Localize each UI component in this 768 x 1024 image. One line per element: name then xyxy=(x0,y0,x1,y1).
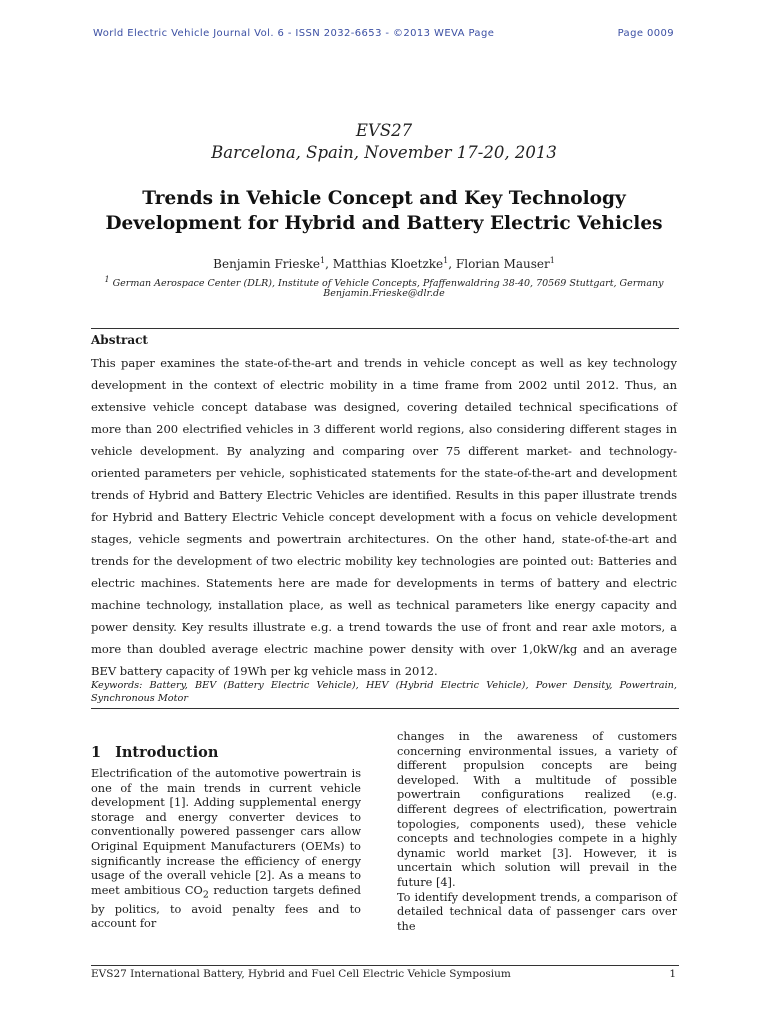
section-heading: 1 Introduction xyxy=(91,744,219,761)
footer-rule xyxy=(91,965,679,966)
paper-title-line-2: Development for Hybrid and Battery Electric Vehicles xyxy=(105,213,663,234)
author-list xyxy=(0,256,768,271)
affiliation: $^1$ German Aerospace Center (DLR), Institute of Vehicle Concepts, Pfaffenwaldring 38-40, 70569 Stuttgart, Germany xyxy=(104,275,664,290)
author-email: Benjamin.Frieske@dlr.de xyxy=(323,288,445,299)
intro-right-column xyxy=(397,730,677,934)
intro-left-column: Electrification of the automotive powertrain is one of the main trends in current vehicle development [1]. Adding supplemental energy storage and energy converter devices to conventionally powered passenger cars allow Original Equipment Manufacturers (OEMs) to significantly increase the efficiency of energy usage of the overall vehicle [2]. As a means to meet ambitious $CO_2$ reduction targets defined by politics, to avoid penalty fees and to account for xyxy=(91,767,362,931)
abstract-body: This paper examines the state-of-the-art and trends in vehicle concept as well as key technology development in the context of electric mobility in a time frame from 2002 until 2012. Thus, an extensive vehicle concept database was designed, covering detailed technical specifications of more than 200 electrified vehicles in 3 different world regions, also considering different stages in vehicle development. By analyzing and comparing over 75 different market- and technology-oriented parameters per vehicle, sophisticated statements for the state-of-the-art and development trends of Hybrid and Battery Electric Vehicles are identified. Results in this paper illustrate trends for Hybrid and Battery Electric Vehicle concept development with a focus on vehicle development stages, vehicle segments and powertrain architectures. On the other hand, state-of-the-art and trends for the development of two electric mobility key technologies are pointed out: Batteries and electric machines. Statements here are made for developments in terms of battery and electric machine technology, installation place, as well as technical parameters like energy capacity and power density. Key results illustrate e.g. a trend towards the use of front and rear axle motors, a more than doubled average electric machine power density with over 1,0kW/kg and an average BEV battery capacity of 19Wh per kg vehicle mass in 2012. xyxy=(91,356,677,678)
keywords: Keywords: Battery, BEV (Battery Electric Vehicle), HEV (Hybrid Electric Vehicle), Power Density, Powertrain, Synchronous Motor xyxy=(91,680,677,704)
abstract-heading: Abstract xyxy=(91,333,148,347)
author-3: Florian Mauser$^1$ xyxy=(455,256,555,271)
intro-paragraph-2: To identify development trends, a comparison of detailed technical data of passenger cars over the xyxy=(397,890,677,933)
keywords-bottom-rule xyxy=(91,708,679,709)
conference-location-date: Barcelona, Spain, November 17-20, 2013 xyxy=(211,143,557,162)
author-1: Benjamin Frieske$^1$, xyxy=(213,256,333,271)
running-header-page: Page 0009 xyxy=(617,28,674,39)
footer-page-number: 1 xyxy=(669,968,676,980)
footer-symposium: EVS27 International Battery, Hybrid and Fuel Cell Electric Vehicle Symposium xyxy=(91,968,511,980)
paper-title-line-1: Trends in Vehicle Concept and Key Technology xyxy=(142,188,626,209)
abstract-top-rule xyxy=(91,328,679,329)
intro-paragraph-continued: changes in the awareness of customers concerning environmental issues, a variety of different propulsion concepts are being developed. With a multitude of possible powertrain configurations realized (e.g. different degrees of electrification, powertrain topologies, components used), these vehicle concepts and technologies compete in a highly dynamic world market [3]. However, it is uncertain which solution will prevail in the future [4]. xyxy=(397,730,677,889)
running-header-journal: World Electric Vehicle Journal Vol. 6 - ISSN 2032-6653 - ©2013 WEVA Page xyxy=(93,28,495,39)
conference-name: EVS27 xyxy=(355,121,413,140)
author-2: Matthias Kloetzke$^1$, xyxy=(332,256,456,271)
